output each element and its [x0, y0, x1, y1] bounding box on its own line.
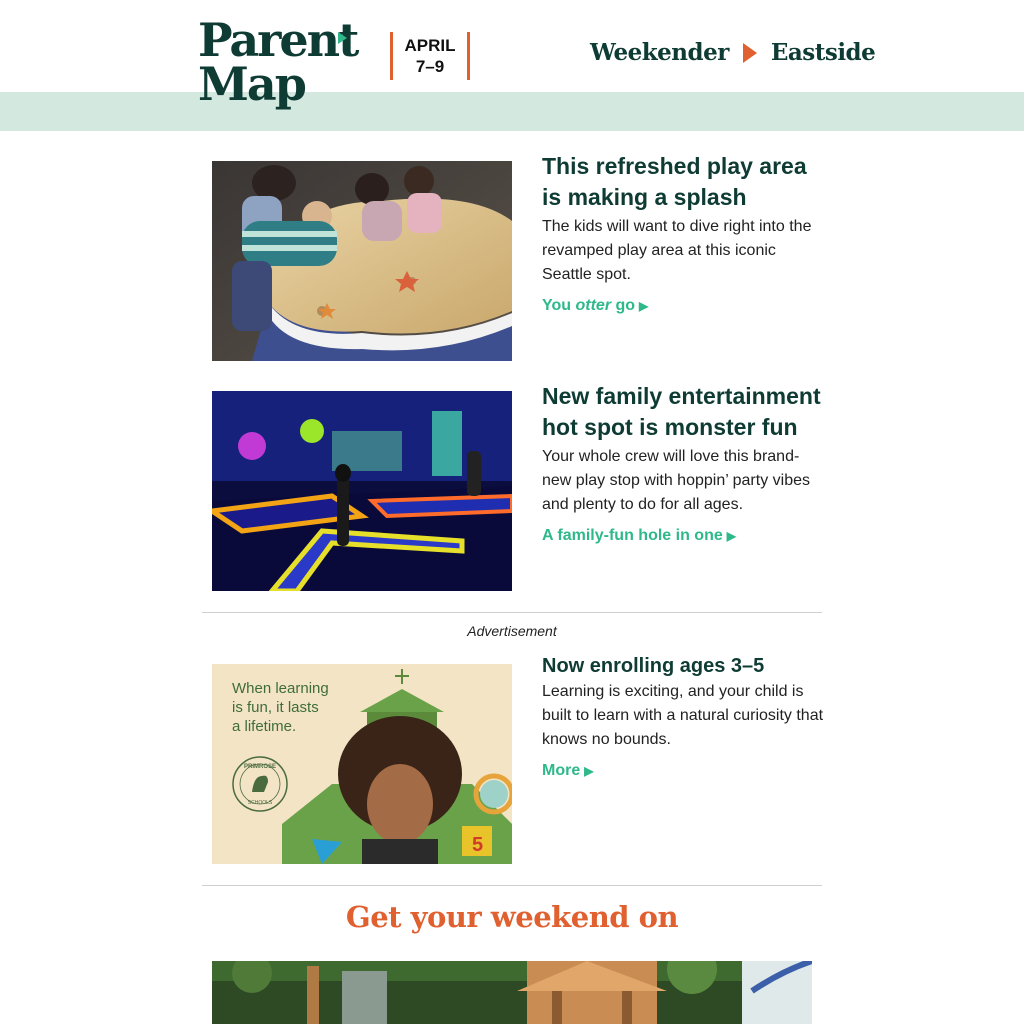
story-title[interactable]: New family entertainment hot spot is monster fun — [542, 383, 821, 440]
ad-title[interactable]: Now enrolling ages 3–5 — [542, 655, 765, 677]
edition-title — [590, 39, 875, 66]
parentmap-logo[interactable] — [198, 13, 358, 111]
cta-text: A family-fun hole in one — [542, 527, 723, 544]
ad-body: Learning is exciting, and your child is built to learn with a natural curiosity that knows no bounds. — [542, 683, 824, 748]
cta-text: More — [542, 762, 581, 779]
play-arrow-icon: ▶ — [639, 299, 649, 313]
ad-image[interactable] — [212, 664, 512, 864]
logo-line-1: Parent — [198, 13, 358, 67]
section-divider — [202, 885, 822, 886]
story-title[interactable]: This refreshed play area is making a splash — [542, 153, 807, 210]
seal-sub-text: SCHOOLS — [247, 800, 273, 806]
story-image-play-area[interactable] — [212, 161, 512, 361]
issue-date — [390, 32, 470, 80]
cta-text-end: go — [611, 297, 636, 314]
advertisement-label: Advertisement — [467, 623, 557, 639]
play-arrow-icon: ▶ — [584, 764, 594, 778]
story-text — [542, 151, 827, 315]
logo-line-2: Map — [198, 57, 305, 111]
issue-month: APRIL — [404, 36, 456, 55]
feature-image-playground[interactable] — [212, 961, 812, 1024]
edition-arrow-icon — [743, 43, 757, 63]
edition-eastside: Eastside — [770, 39, 876, 66]
story-body: The kids will want to dive right into the revamped play area at this iconic Seattle spot. — [542, 218, 812, 283]
cta-text-emphasis: otter — [575, 297, 612, 314]
ad-tagline-2: is fun, it lasts — [232, 699, 319, 716]
ad-tagline-3: a lifetime. — [232, 718, 297, 735]
svg-text:5: 5 — [472, 834, 484, 856]
ad-tagline-1: When learning — [232, 680, 329, 697]
edition-weekender: Weekender — [590, 39, 729, 66]
ad-text — [542, 654, 827, 780]
story-body: Your whole crew will love this brand-new play stop with hoppin’ party vibes and plenty to do for all ages. — [542, 448, 810, 513]
section-title: Get your weekend on — [345, 900, 679, 934]
story-cta-link[interactable] — [542, 527, 736, 545]
issue-days: 7–9 — [415, 57, 445, 76]
seal-brand-text: PRIMROSE — [243, 764, 277, 770]
header-band — [0, 92, 1024, 131]
logo-triangle-icon — [338, 32, 347, 44]
cta-text-start: You — [542, 297, 576, 314]
story-text — [542, 381, 827, 545]
ad-more-link[interactable] — [542, 762, 593, 780]
play-arrow-icon: ▶ — [726, 529, 736, 543]
story-image-glow-golf[interactable] — [212, 391, 512, 591]
section-divider — [202, 612, 822, 613]
story-cta-link[interactable] — [542, 297, 648, 315]
